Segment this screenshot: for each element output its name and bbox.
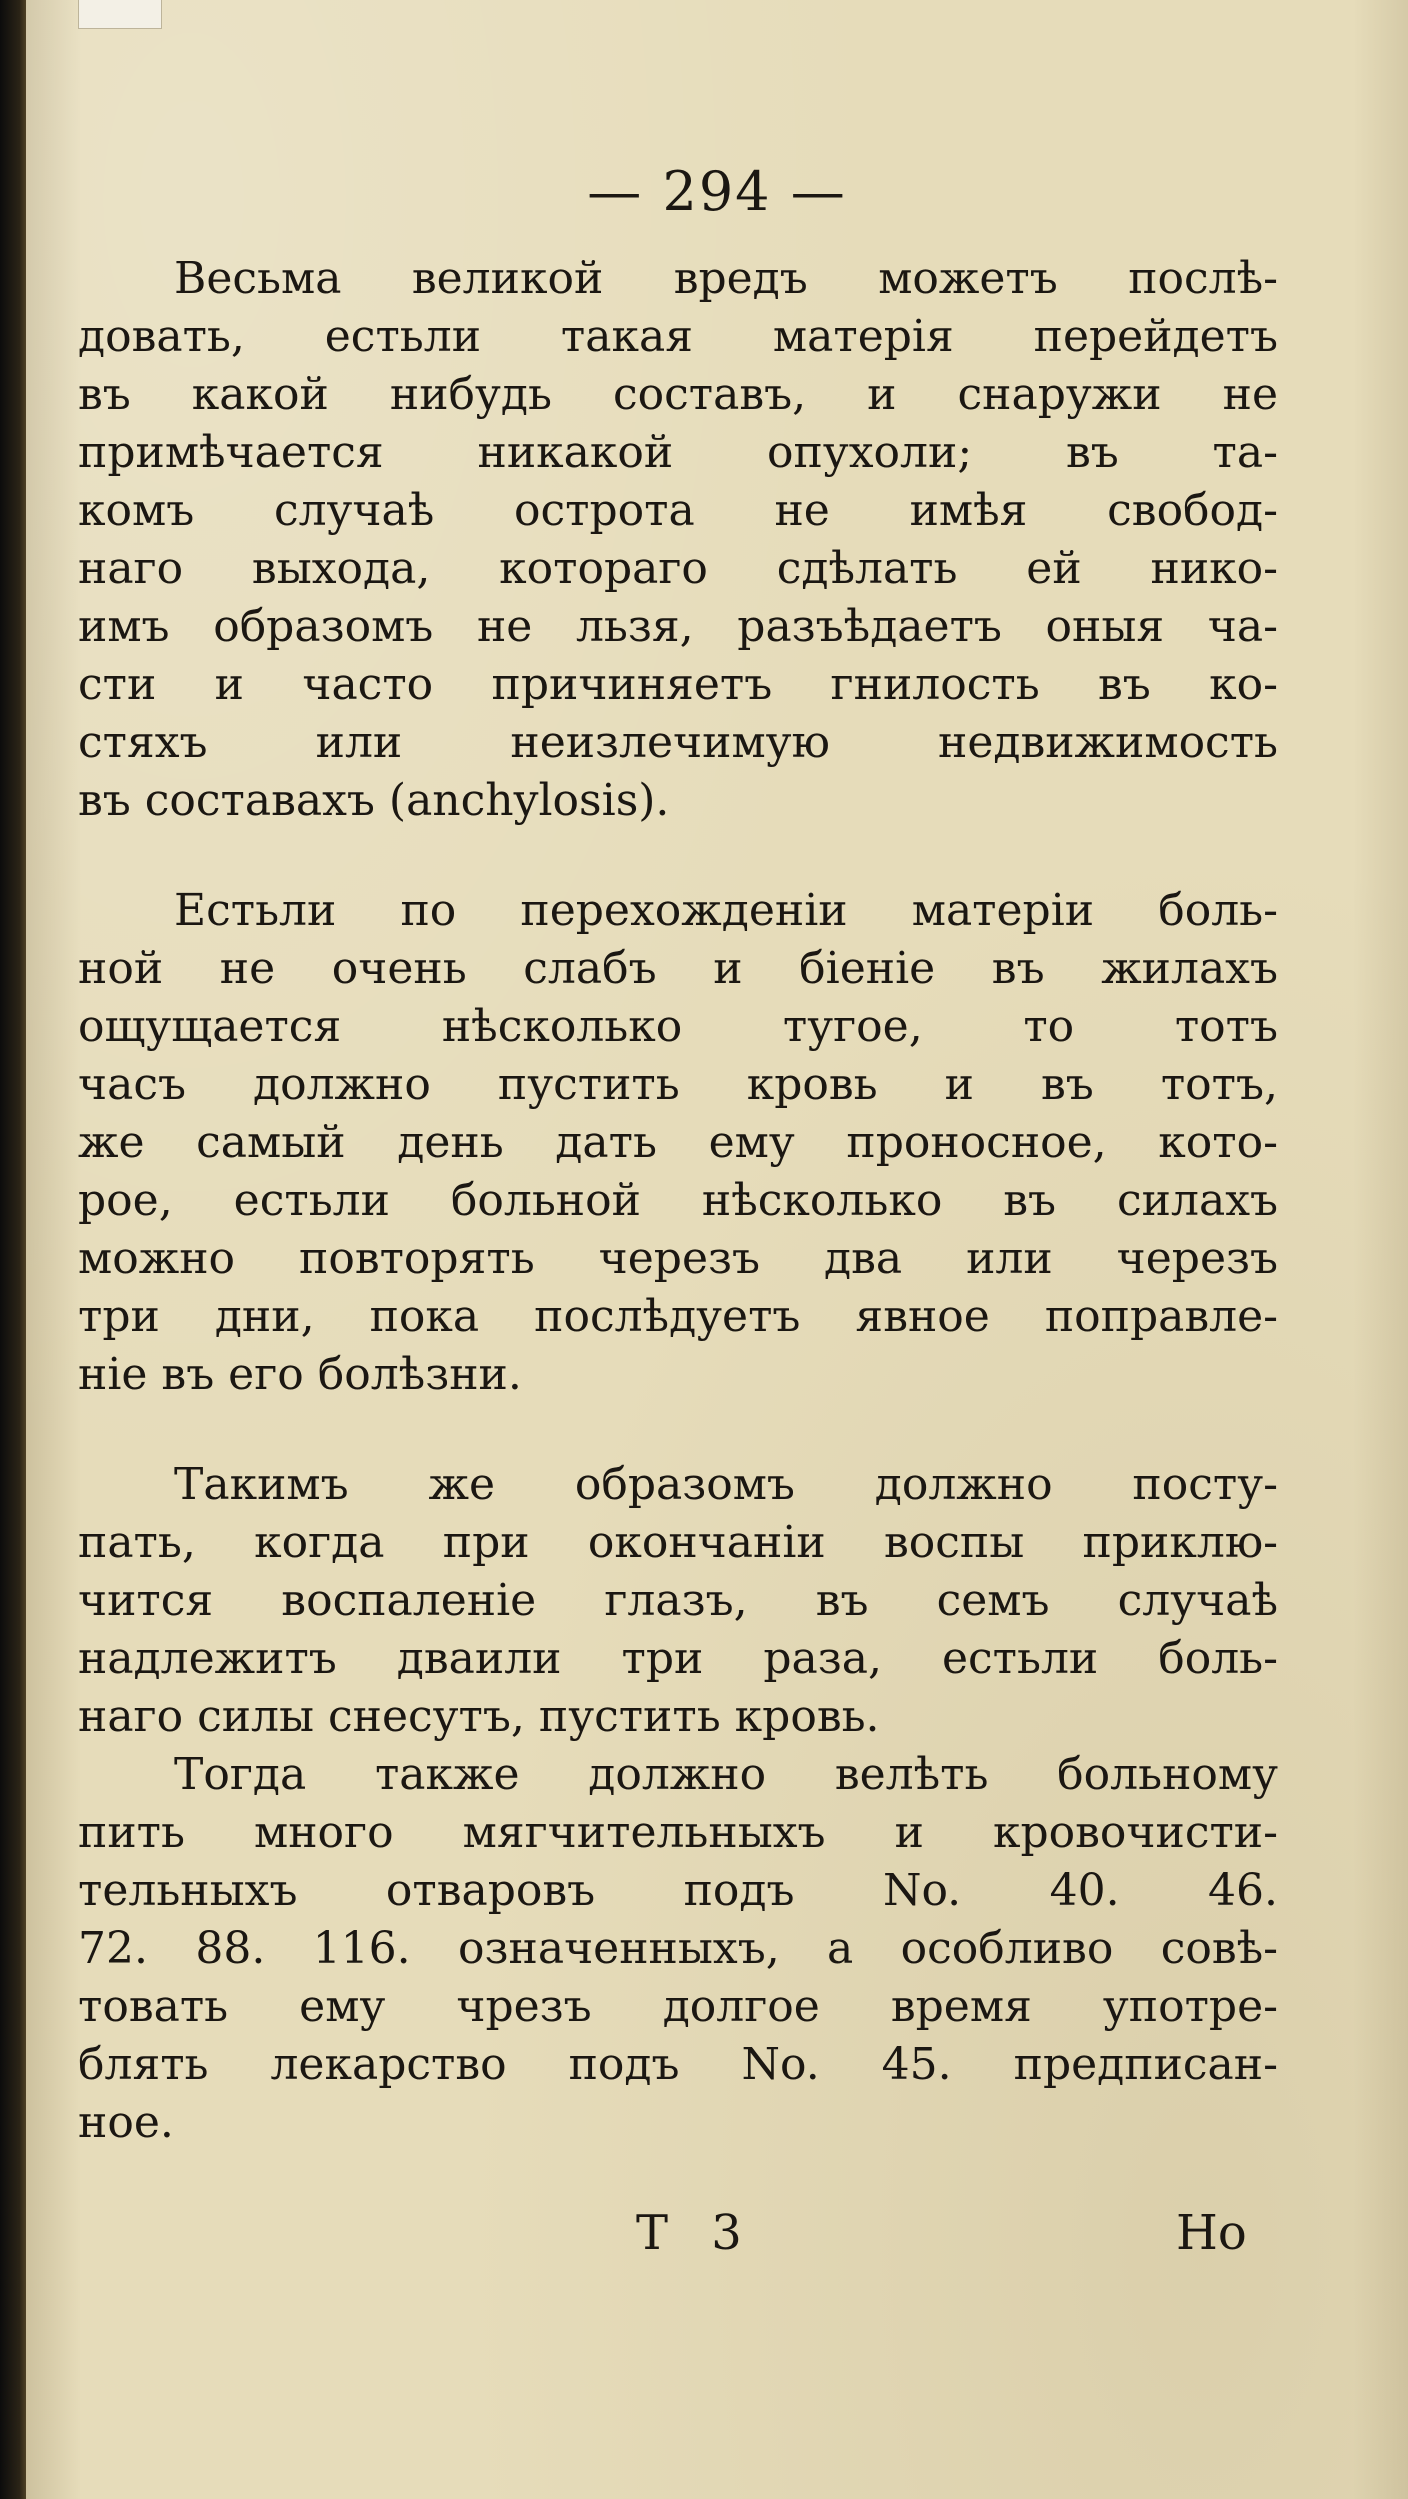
text-line: ощущается нѣсколько тугое, то тотъ [78,1001,1278,1052]
text-line: наго выхода, котораго сдѣлать ей нико- [78,543,1278,594]
paragraph-spacer [78,1404,1278,1456]
text-line: тельныхъ отваровъ подъ No. 40. 46. [78,1865,1278,1916]
paragraph-3 [78,1456,1278,1746]
text-line: пать, когда при окончаніи воспы приклю- [78,1517,1278,1568]
text-line: примѣчается никакой опухоли; въ та- [78,427,1278,478]
body-text [78,250,1278,2152]
text-line: комъ случаѣ острота не имѣя свобод- [78,485,1278,536]
text-line: въ составахъ (anchylosis). [78,775,670,826]
signature-mark: T 3 [636,2205,756,2261]
text-line: въ какой нибудь составъ, и снаружи не [78,369,1278,420]
text-line: Такимъ же образомъ должно посту- [174,1459,1278,1510]
text-line: Весьма великой вредъ можетъ послѣ- [174,253,1278,304]
text-line: ніе въ его болѣзни. [78,1349,522,1400]
text-line: ное. [78,2097,174,2148]
text-line: можно повторять черезъ два или черезъ [78,1233,1278,1284]
paragraph-spacer [78,830,1278,882]
text-line: наго силы снесутъ, пустить кровь. [78,1691,880,1742]
paragraph-2 [78,882,1278,1404]
text-line: блять лекарство подъ No. 45. предписан- [78,2039,1278,2090]
page-number: — 294 — [587,160,847,223]
text-line: часъ должно пустить кровь и въ тотъ, [78,1059,1278,1110]
book-gutter-shadow [0,0,28,2499]
page-footer [26,2205,1408,2275]
catchword: Но [1176,2205,1247,2261]
text-line: Тогда также должно велѣть больному [174,1749,1278,1800]
text-line: Естьли по перехожденіи матеріи боль- [174,885,1278,936]
text-line: ной не очень слабъ и біеніе въ жилахъ [78,943,1278,994]
text-line: три дни, пока послѣдуетъ явное поправле- [78,1291,1278,1342]
text-line: рое, естьли больной нѣсколько въ силахъ [78,1175,1278,1226]
text-line: довать, естьли такая матерія перейдетъ [78,311,1278,362]
book-page [26,0,1408,2499]
text-line: же самый день дать ему проносное, кото- [78,1117,1278,1168]
text-line: надлежитъ дваили три раза, естьли боль- [78,1633,1278,1684]
text-line: сти и часто причиняетъ гнилость въ ко- [78,659,1278,710]
text-line: товать ему чрезъ долгое время употре- [78,1981,1278,2032]
text-line: имъ образомъ не льзя, разъѣдаетъ оныя ча- [78,601,1278,652]
text-line: пить много мягчительныхъ и кровочисти- [78,1807,1278,1858]
text-line: чится воспаленіе глазъ, въ семъ случаѣ [78,1575,1278,1626]
text-line: 72. 88. 116. означенныхъ, а особливо совѣ- [78,1923,1278,1974]
paper-tab [78,0,162,29]
text-line: стяхъ или неизлечимую недвижимость [78,717,1278,768]
paragraph-4 [78,1746,1278,2152]
paragraph-1 [78,250,1278,830]
